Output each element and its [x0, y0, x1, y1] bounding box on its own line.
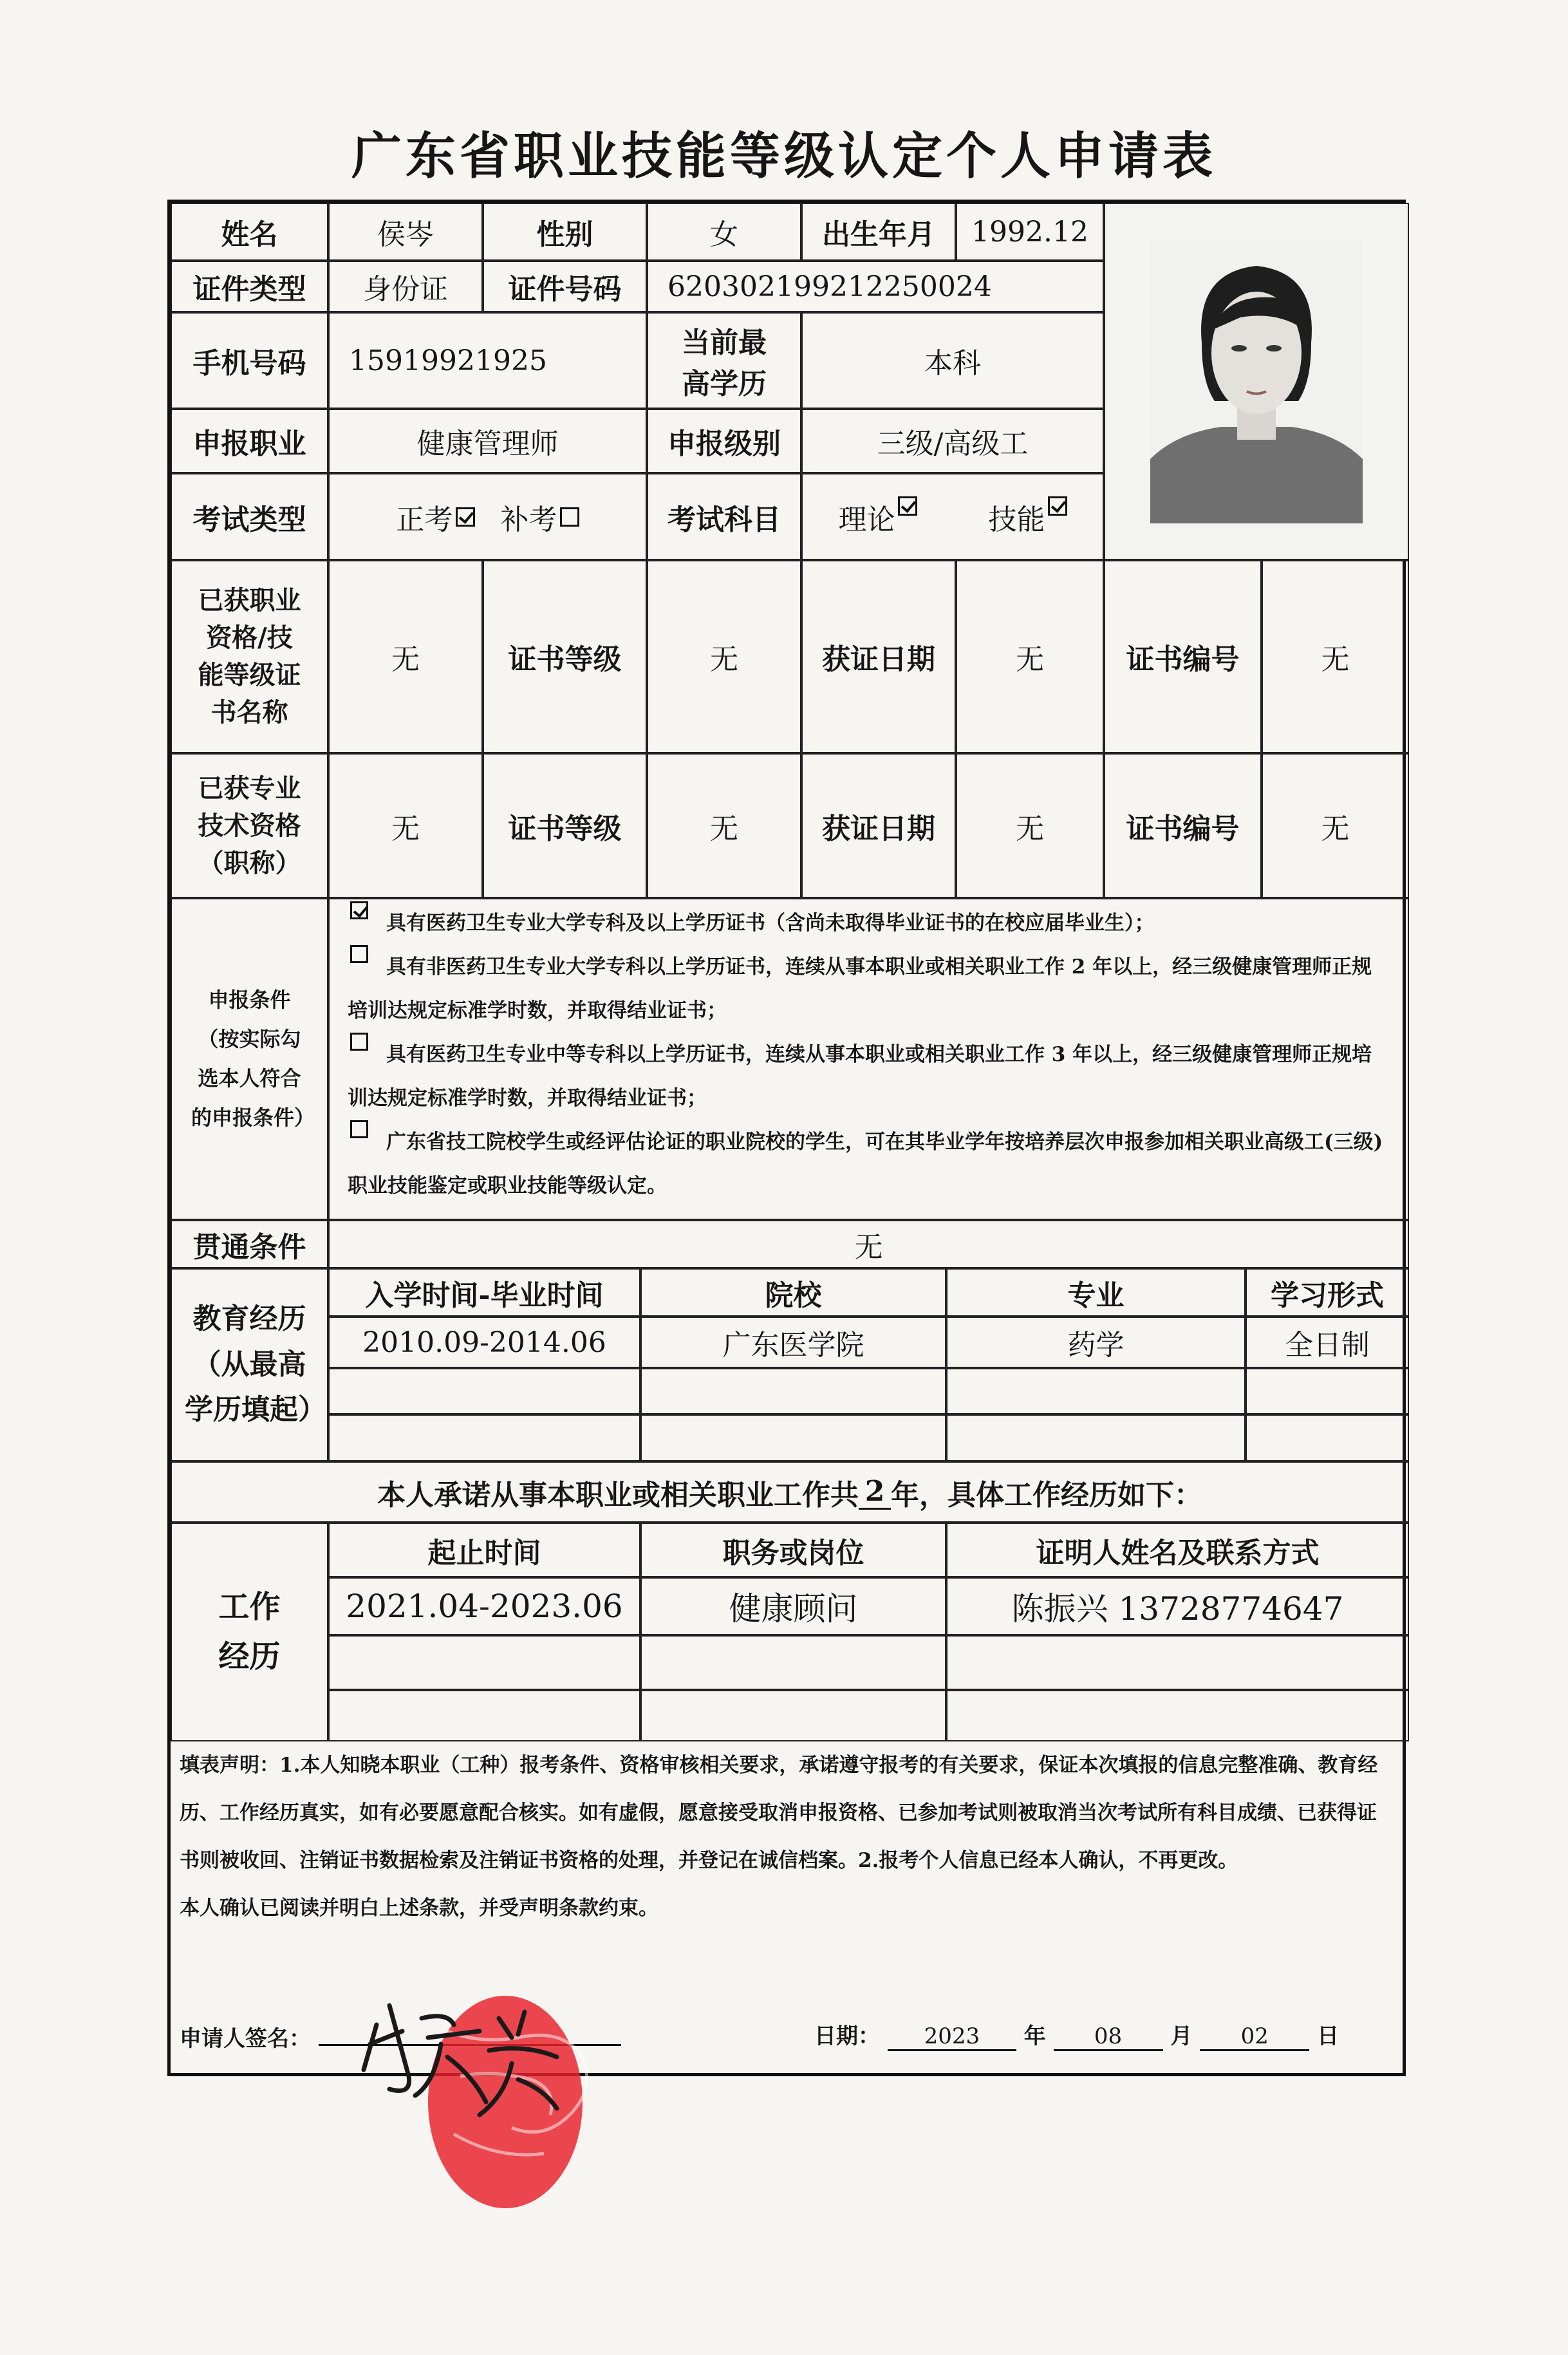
cert-tech-name: 无	[328, 753, 483, 898]
conditions-list	[348, 901, 1390, 1223]
condition-text: 具有医药卫生专业中等专科以上学历证书，连续从事本职业或相关职业工作 3 年以上，经三级健康管理师正规培训达规定标准学时数，并取得结业证书；	[348, 1043, 1372, 1110]
cert-skill-date-label: 获证日期	[801, 560, 956, 753]
edu-row-school: 广东医学院	[640, 1317, 946, 1368]
theory-label: 理论	[838, 503, 895, 536]
date-label: 日期：	[814, 2023, 880, 2049]
edu-empty-cell	[946, 1414, 1246, 1461]
level-value: 三级/高级工	[801, 409, 1104, 473]
declaration	[180, 1741, 1396, 1932]
condition-text: 广东省技工院校学生或经评估论证的职业院校的学生，可在其毕业学年按培养层次申报参加相关职业高级工(三级)职业技能鉴定或职业技能等级认定。	[348, 1131, 1383, 1197]
exam-regular-label: 正考	[396, 503, 453, 536]
portrait-image	[1150, 240, 1363, 523]
work-header-reference: 证明人姓名及联系方式	[946, 1523, 1409, 1577]
cert-skill-date: 无	[956, 560, 1104, 753]
work-commitment	[171, 1461, 1409, 1523]
exam-type-label: 考试类型	[171, 473, 328, 560]
work-empty-cell	[328, 1635, 640, 1690]
work-empty-cell	[946, 1690, 1409, 1741]
condition-item	[348, 1120, 1390, 1208]
edu-label: 当前最高学历	[647, 312, 801, 409]
applicant-photo	[1104, 203, 1409, 560]
cert-tech-no-label: 证书编号	[1104, 753, 1262, 898]
commit-suffix: 年，具体工作经历如下：	[891, 1478, 1202, 1512]
cert-skill-no: 无	[1262, 560, 1409, 753]
id-no-label: 证件号码	[483, 261, 647, 312]
cert-skill-name: 无	[328, 560, 483, 753]
occupation-label: 申报职业	[171, 409, 328, 473]
exam-makeup-label: 补考	[500, 503, 557, 536]
edu-empty-cell	[328, 1368, 640, 1414]
date-day-unit: 日	[1317, 2023, 1339, 2049]
commit-prefix: 本人承诺从事本职业或相关职业工作共	[377, 1478, 859, 1512]
application-form	[167, 200, 1406, 2076]
work-row-period: 2021.04-2023.06	[328, 1577, 640, 1635]
edu-empty-cell	[640, 1414, 946, 1461]
edu-empty-cell	[1246, 1368, 1409, 1414]
confirm-text: 本人确认已阅读并明白上述条款，并受声明条款约束。	[180, 1897, 658, 1920]
cert-skill-no-label: 证书编号	[1104, 560, 1262, 753]
name-label: 姓名	[171, 203, 328, 261]
condition-checkbox[interactable]	[350, 1033, 368, 1051]
condition-checkbox[interactable]	[350, 901, 368, 919]
date-month: 08	[1054, 2023, 1163, 2051]
exam-subject-options	[801, 473, 1104, 560]
occupation-value: 健康管理师	[328, 409, 647, 473]
cert-skill-label: 已获职业资格/技能等级证书名称	[171, 560, 328, 753]
birth-value: 1992.12	[956, 203, 1104, 261]
condition-checkbox[interactable]	[350, 1120, 368, 1138]
condition-checkbox[interactable]	[350, 945, 368, 963]
condition-item	[348, 945, 1390, 1033]
cert-tech-label: 已获专业技术资格（职称）	[171, 753, 328, 898]
work-label: 工作经历	[171, 1523, 328, 1741]
edu-empty-cell	[1246, 1414, 1409, 1461]
edu-empty-cell	[328, 1414, 640, 1461]
work-empty-cell	[640, 1635, 946, 1690]
date-day: 02	[1200, 2023, 1309, 2051]
edu-value: 本科	[801, 312, 1104, 409]
id-no-value: 620302199212250024	[647, 261, 1104, 312]
theory-checkbox[interactable]	[898, 496, 917, 516]
exam-subject-label: 考试科目	[647, 473, 801, 560]
condition-text: 具有医药卫生专业大学专科及以上学历证书（含尚未取得毕业证书的在校应届毕业生）；	[386, 912, 1155, 935]
cert-tech-date: 无	[956, 753, 1104, 898]
phone-label: 手机号码	[171, 312, 328, 409]
cert-tech-level: 无	[647, 753, 801, 898]
level-label: 申报级别	[647, 409, 801, 473]
work-header-period: 起止时间	[328, 1523, 640, 1577]
declaration-text: 填表声明：1.本人知晓本职业（工种）报考条件、资格审核相关要求，承诺遵守报考的有关要求，保证本次填报的信息完整准确、教育经历、工作经历真实，如有必要愿意配合核实。如有虚假，愿意接受取消申报资格、已参加考试则被取消当次考试所有科目成绩、已获得证书则被收回、注销证书数据检索及注销证书资格的处理，并登记在诚信档案。2.报考个人信息已经本人确认，不再更改。	[180, 1754, 1378, 1872]
condition-item	[348, 901, 1390, 945]
date-year: 2023	[888, 2023, 1016, 2051]
transfer-value: 无	[328, 1220, 1409, 1268]
edu-header-major: 专业	[946, 1268, 1246, 1317]
cert-skill-level-label: 证书等级	[483, 560, 647, 753]
skill-checkbox[interactable]	[1048, 496, 1067, 516]
edu-row-period: 2010.09-2014.06	[328, 1317, 640, 1368]
condition-text: 具有非医药卫生专业大学专科以上学历证书，连续从事本职业或相关职业工作 2 年以上，经三级健康管理师正规培训达规定标准学时数，并取得结业证书；	[348, 955, 1372, 1022]
work-empty-cell	[640, 1690, 946, 1741]
cert-tech-date-label: 获证日期	[801, 753, 956, 898]
date-row	[814, 2018, 1339, 2051]
signature-label: 申请人签名：	[180, 2026, 311, 2052]
commit-years: 2	[859, 1475, 891, 1510]
edu-empty-cell	[640, 1368, 946, 1414]
exam-regular-checkbox[interactable]	[456, 507, 475, 527]
edu-row-major: 药学	[946, 1317, 1246, 1368]
skill-label: 技能	[988, 503, 1045, 536]
condition-item	[348, 1033, 1390, 1120]
id-type-label: 证件类型	[171, 261, 328, 312]
signature-fingerprint-stamp	[351, 1967, 621, 2237]
education-label: 教育经历（从最高学历填起）	[171, 1268, 328, 1461]
edu-header-school: 院校	[640, 1268, 946, 1317]
transfer-label: 贯通条件	[171, 1220, 328, 1268]
form-title: 广东省职业技能等级认定个人申请表	[351, 127, 1217, 185]
exam-makeup-checkbox[interactable]	[560, 507, 579, 527]
conditions-label: 申报条件（按实际勾选本人符合的申报条件）	[171, 898, 328, 1220]
date-year-unit: 年	[1023, 2023, 1046, 2049]
gender-label: 性别	[483, 203, 647, 261]
cert-tech-level-label: 证书等级	[483, 753, 647, 898]
edu-header-mode: 学习形式	[1246, 1268, 1409, 1317]
exam-type-options	[328, 473, 647, 560]
date-month-unit: 月	[1170, 2023, 1193, 2049]
work-row-position: 健康顾问	[640, 1577, 946, 1635]
edu-empty-cell	[946, 1368, 1246, 1414]
work-empty-cell	[328, 1690, 640, 1741]
id-type-value: 身份证	[328, 261, 483, 312]
birth-label: 出生年月	[801, 203, 956, 261]
cert-skill-level: 无	[647, 560, 801, 753]
name-value: 侯岑	[328, 203, 483, 261]
edu-row-mode: 全日制	[1246, 1317, 1409, 1368]
work-header-position: 职务或岗位	[640, 1523, 946, 1577]
cert-tech-no: 无	[1262, 753, 1409, 898]
work-row-reference: 陈振兴 13728774647	[946, 1577, 1409, 1635]
work-empty-cell	[946, 1635, 1409, 1690]
edu-header-period: 入学时间-毕业时间	[328, 1268, 640, 1317]
phone-value: 15919921925	[328, 312, 647, 409]
gender-value: 女	[647, 203, 801, 261]
